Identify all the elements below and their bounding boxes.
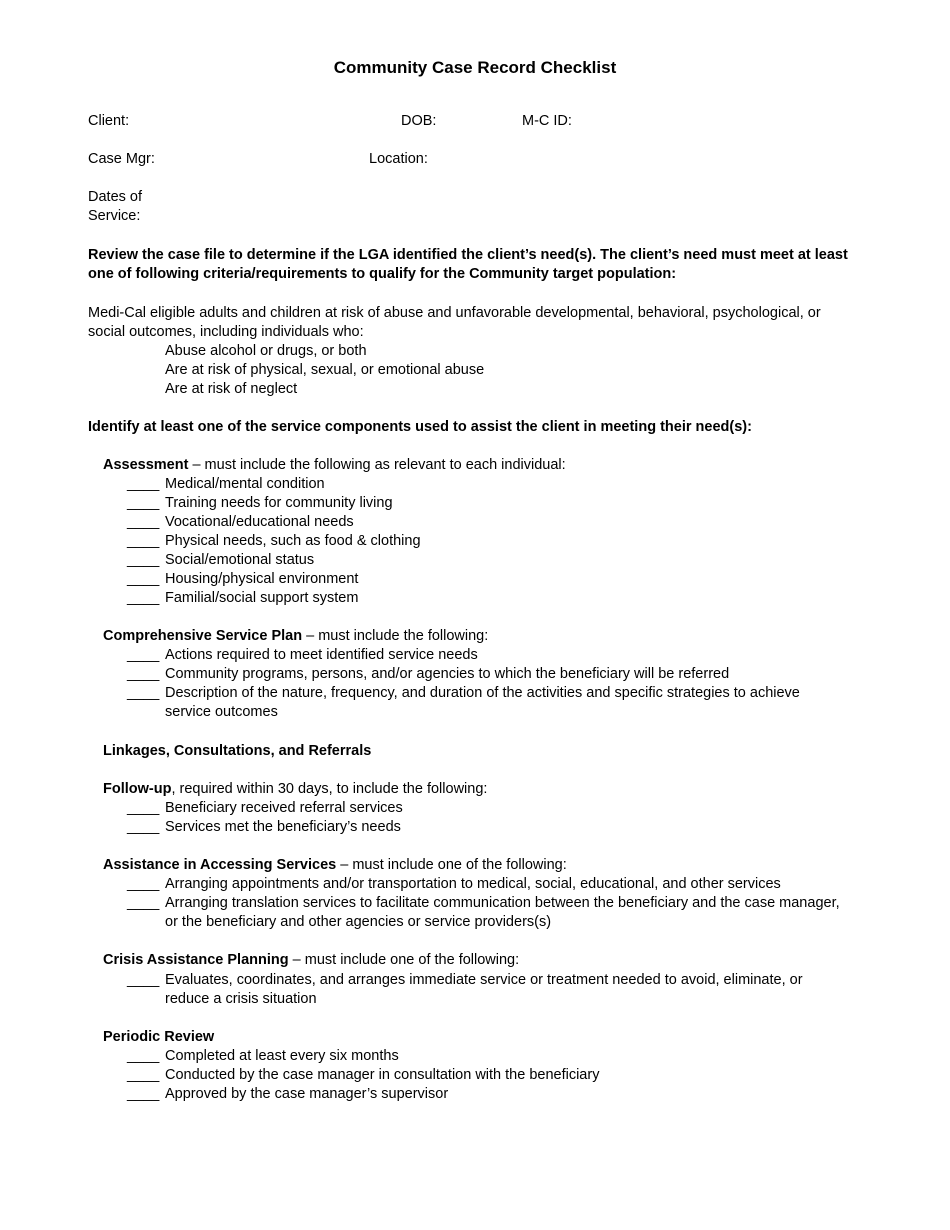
identify-instructions: Identify at least one of the service components used to assist the client in meeting their need(s): (88, 419, 752, 435)
location-label: Location: (369, 151, 428, 167)
dates-of-service-label (88, 188, 142, 226)
criteria-item: Are at risk of neglect (165, 381, 298, 397)
assistance-title: Assistance in Accessing Services (103, 857, 337, 873)
checkbox-blank[interactable]: ____ (127, 533, 160, 549)
checklist-item (127, 818, 847, 837)
item-label: Completed at least every six months (165, 1048, 399, 1064)
assessment-list (127, 475, 847, 608)
item-label: Actions required to meet identified service needs (165, 647, 478, 663)
crisis-list (127, 971, 847, 1009)
checklist-item (127, 494, 847, 513)
checkbox-blank[interactable]: ____ (127, 514, 160, 530)
checkbox-blank[interactable]: ____ (127, 895, 160, 911)
checkbox-blank[interactable]: ____ (127, 819, 160, 835)
checkbox-blank[interactable]: ____ (127, 685, 160, 701)
checkbox-blank[interactable]: ____ (127, 495, 160, 511)
checklist-item (127, 570, 847, 589)
checklist-item (127, 894, 847, 932)
checkbox-blank[interactable]: ____ (127, 571, 160, 587)
plan-title: Comprehensive Service Plan (103, 628, 303, 644)
checklist-item (127, 532, 847, 551)
checkbox-blank[interactable]: ____ (127, 666, 160, 682)
checkbox-blank[interactable]: ____ (127, 647, 160, 663)
plan-list (127, 646, 847, 722)
dates-label-line1: Dates of (88, 189, 142, 205)
checklist-item (127, 589, 847, 608)
checklist-item (127, 513, 847, 532)
criteria-list (165, 342, 484, 399)
checkbox-blank[interactable]: ____ (127, 590, 160, 606)
item-label: Arranging translation services to facilitate communication between the beneficiary and the case manager, or the beneficiary and other agencies or service providers(s) (165, 895, 840, 930)
item-label: Physical needs, such as food & clothing (165, 533, 421, 549)
assessment-heading (103, 456, 566, 475)
followup-list (127, 799, 847, 837)
checklist-item (127, 475, 847, 494)
crisis-desc: – must include one of the following: (288, 952, 520, 968)
checkbox-blank[interactable]: ____ (127, 552, 160, 568)
dob-label: DOB: (401, 113, 437, 129)
item-label: Conducted by the case manager in consultation with the beneficiary (165, 1067, 600, 1083)
checkbox-blank[interactable]: ____ (127, 1067, 160, 1083)
checklist-item (127, 799, 847, 818)
item-label: Approved by the case manager’s supervisor (165, 1086, 449, 1102)
item-label: Beneficiary received referral services (165, 800, 403, 816)
checkbox-blank[interactable]: ____ (127, 876, 160, 892)
checkbox-blank[interactable]: ____ (127, 476, 160, 492)
checklist-item (127, 551, 847, 570)
checkbox-blank[interactable]: ____ (127, 1086, 160, 1102)
item-label: Familial/social support system (165, 590, 359, 606)
checklist-item (127, 971, 847, 1009)
item-label: Evaluates, coordinates, and arranges immediate service or treatment needed to avoid, eliminate, or reduce a crisis situation (165, 972, 803, 1007)
criteria-text: Medi-Cal eligible adults and children at risk of abuse and unfavorable developmental, behavioral, psychological, or social outcomes, including individuals who: (88, 305, 821, 340)
item-label: Arranging appointments and/or transportation to medical, social, educational, and other services (165, 876, 781, 892)
assistance-list (127, 875, 847, 932)
item-label: Vocational/educational needs (165, 514, 354, 530)
checklist-item (127, 1047, 847, 1066)
item-label: Housing/physical environment (165, 571, 359, 587)
client-label: Client: (88, 113, 130, 129)
followup-desc: , required within 30 days, to include the following: (171, 781, 488, 797)
followup-title: Follow-up (103, 781, 172, 797)
crisis-heading (103, 951, 519, 970)
mc-id-label: M-C ID: (522, 113, 572, 129)
item-label: Training needs for community living (165, 495, 393, 511)
intro-instructions: Review the case file to determine if the LGA identified the client’s need(s). The client’s need must meet at least one of following criteria/requirements to qualify for the Community target population: (88, 247, 848, 282)
assessment-title: Assessment (103, 457, 189, 473)
checkbox-blank[interactable]: ____ (127, 800, 160, 816)
followup-heading (103, 780, 487, 799)
checklist-item (127, 1066, 847, 1085)
item-label: Community programs, persons, and/or agencies to which the beneficiary will be referred (165, 666, 730, 682)
checklist-item (127, 665, 847, 684)
item-label: Medical/mental condition (165, 476, 325, 492)
checkbox-blank[interactable]: ____ (127, 1048, 160, 1064)
checklist-item (127, 646, 847, 665)
page-title: Community Case Record Checklist (333, 58, 617, 77)
criteria-item: Abuse alcohol or drugs, or both (165, 343, 367, 359)
checkbox-blank[interactable]: ____ (127, 972, 160, 988)
dates-label-line2: Service: (88, 208, 141, 224)
item-label: Services met the beneficiary’s needs (165, 819, 401, 835)
criteria-item: Are at risk of physical, sexual, or emotional abuse (165, 362, 485, 378)
crisis-title: Crisis Assistance Planning (103, 952, 289, 968)
review-heading: Periodic Review (103, 1029, 215, 1045)
case-mgr-label: Case Mgr: (88, 151, 155, 167)
plan-desc: – must include the following: (302, 628, 489, 644)
assistance-desc: – must include one of the following: (336, 857, 567, 873)
assessment-desc: – must include the following as relevant to each individual: (188, 457, 566, 473)
checklist-item (127, 875, 847, 894)
assistance-heading (103, 856, 567, 875)
plan-heading (103, 627, 488, 646)
linkages-heading: Linkages, Consultations, and Referrals (103, 743, 372, 759)
checklist-item (127, 684, 847, 722)
item-label: Social/emotional status (165, 552, 315, 568)
item-label: Description of the nature, frequency, and duration of the activities and specific strategies to achieve service outcomes (165, 685, 800, 720)
checklist-item (127, 1085, 847, 1104)
review-list (127, 1047, 847, 1104)
